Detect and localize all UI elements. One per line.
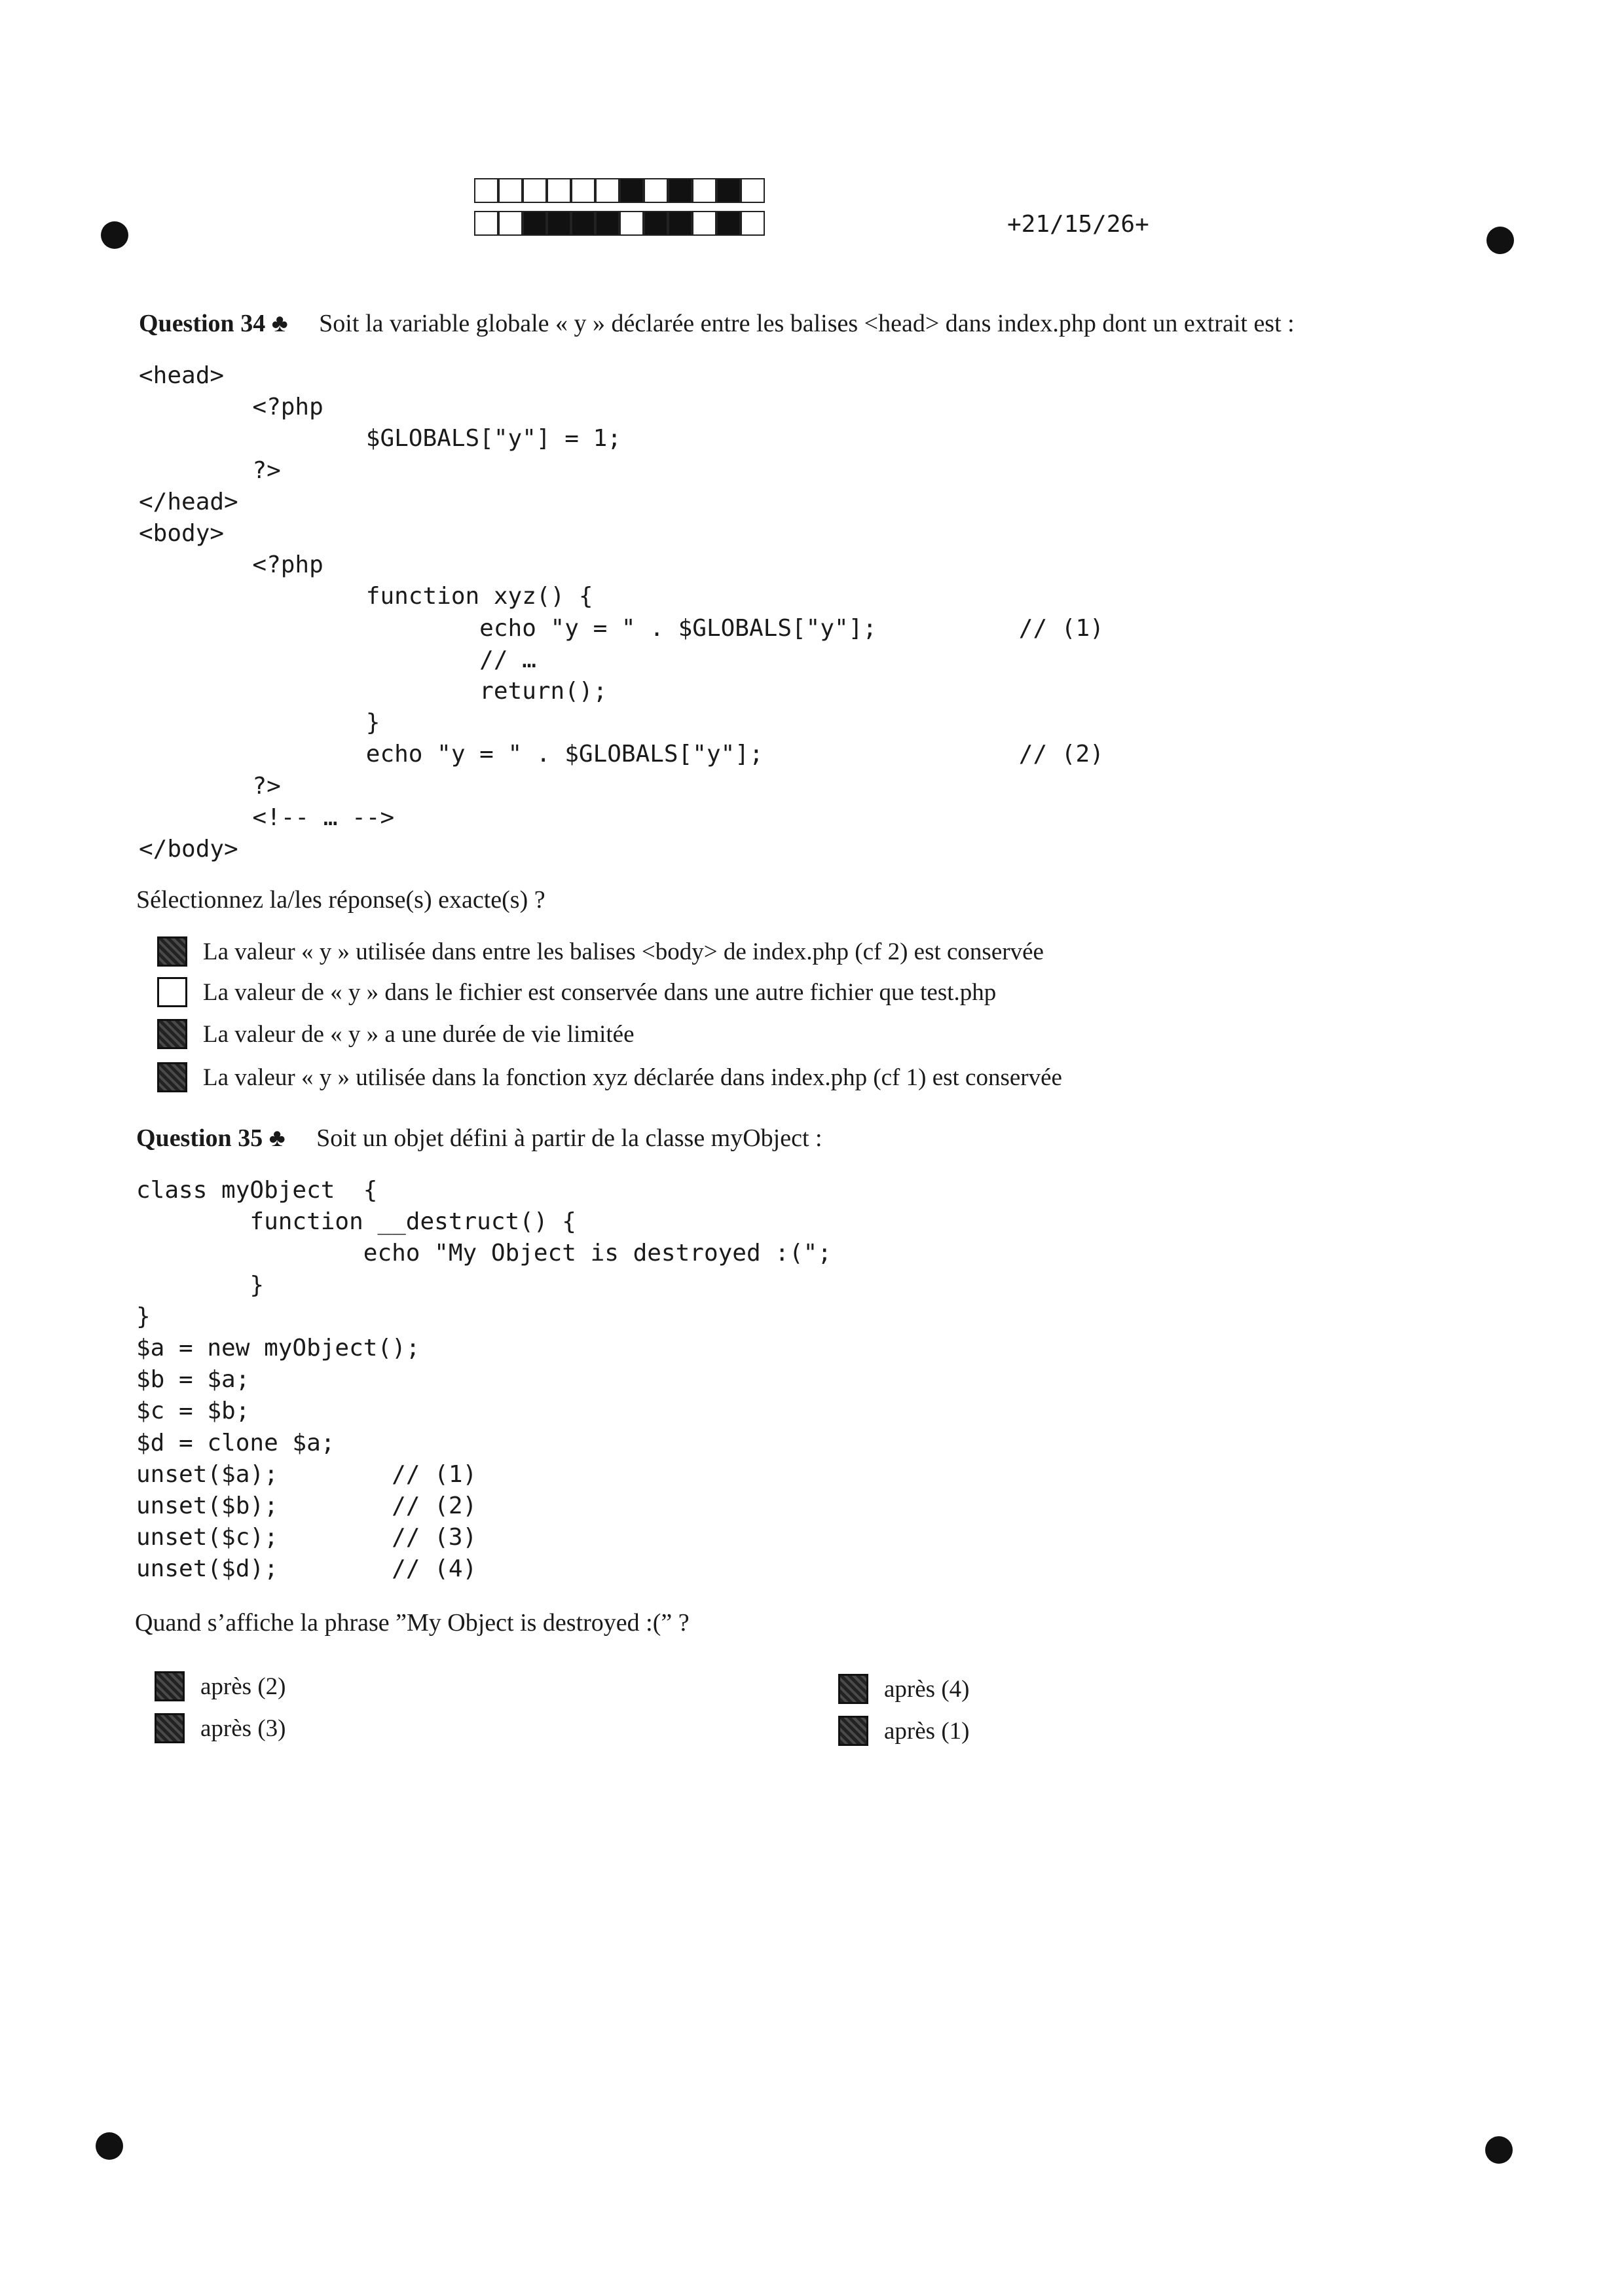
question-34-header [139, 309, 1295, 338]
question-34-prompt: Sélectionnez la/les réponse(s) exacte(s) ? [136, 886, 545, 914]
option-text: La valeur « y » utilisée dans entre les balises <body> de index.php (cf 2) est conservée [203, 938, 1044, 965]
question-35-code: class myObject { function __destruct() { echo "My Object is destroyed :("; } } $a = new myObject(); $b = $a; $c = $b; $d = clone $a; unset($a); // (1) unset($b); // (2) unset($c); // (3) unset($d); // (4) [136, 1177, 832, 1583]
question-35-prompt: Quand s’affiche la phrase ”My Object is destroyed :(” ? [135, 1609, 690, 1637]
club-icon: ♣ [271, 310, 288, 337]
question-34-intro: Soit la variable globale « y » déclarée entre les balises <head> dans index.php dont un extrait est : [319, 310, 1295, 337]
question-35-label: Question 35 [136, 1124, 263, 1152]
id-barcode-row-1 [474, 178, 765, 204]
option-text: après (1) [884, 1717, 970, 1745]
question-35-option-2[interactable] [155, 1713, 286, 1743]
question-35-intro: Soit un objet défini à partir de la classe myObject : [316, 1124, 822, 1152]
question-35-option-3[interactable] [838, 1674, 969, 1704]
registration-mark-top-right [1486, 227, 1514, 254]
checkbox-checked[interactable] [157, 1019, 187, 1049]
question-35-option-4[interactable] [838, 1716, 969, 1746]
option-text: La valeur de « y » a une durée de vie limitée [203, 1020, 635, 1048]
question-34-code: <head> <?php $GLOBALS["y"] = 1; ?> </head> <body> <?php function xyz() { echo "y = " . $GLOBALS["y"]; // (1) // … return(); } echo "y = " . $GLOBALS["y"]; // (2) ?> <!-- … --> </body> [139, 362, 1104, 863]
question-34-option-3[interactable] [157, 1019, 635, 1049]
checkbox-checked[interactable] [155, 1713, 185, 1743]
id-barcode-row-2 [474, 211, 765, 237]
question-35-header [136, 1124, 822, 1153]
club-icon: ♣ [268, 1124, 286, 1152]
checkbox-checked[interactable] [157, 936, 187, 967]
option-text: après (2) [200, 1673, 286, 1700]
option-text: La valeur « y » utilisée dans la fonction xyz déclarée dans index.php (cf 1) est conservée [203, 1064, 1062, 1091]
question-34-option-1[interactable] [157, 936, 1044, 967]
option-text: après (3) [200, 1714, 286, 1742]
checkbox-checked[interactable] [157, 1062, 187, 1092]
page-code: +21/15/26+ [1007, 211, 1149, 238]
registration-mark-bottom-right [1485, 2136, 1513, 2164]
question-35-option-1[interactable] [155, 1671, 286, 1701]
checkbox-unchecked[interactable] [157, 977, 187, 1007]
registration-mark-bottom-left [96, 2132, 123, 2160]
checkbox-checked[interactable] [838, 1674, 868, 1704]
option-text: après (4) [884, 1675, 970, 1703]
checkbox-checked[interactable] [155, 1671, 185, 1701]
checkbox-checked[interactable] [838, 1716, 868, 1746]
question-34-option-2[interactable] [157, 977, 996, 1007]
question-34-option-4[interactable] [157, 1062, 1062, 1092]
question-34-label: Question 34 [139, 310, 266, 337]
option-text: La valeur de « y » dans le fichier est conservée dans une autre fichier que test.php [203, 978, 997, 1006]
registration-mark-top-left [101, 221, 128, 249]
